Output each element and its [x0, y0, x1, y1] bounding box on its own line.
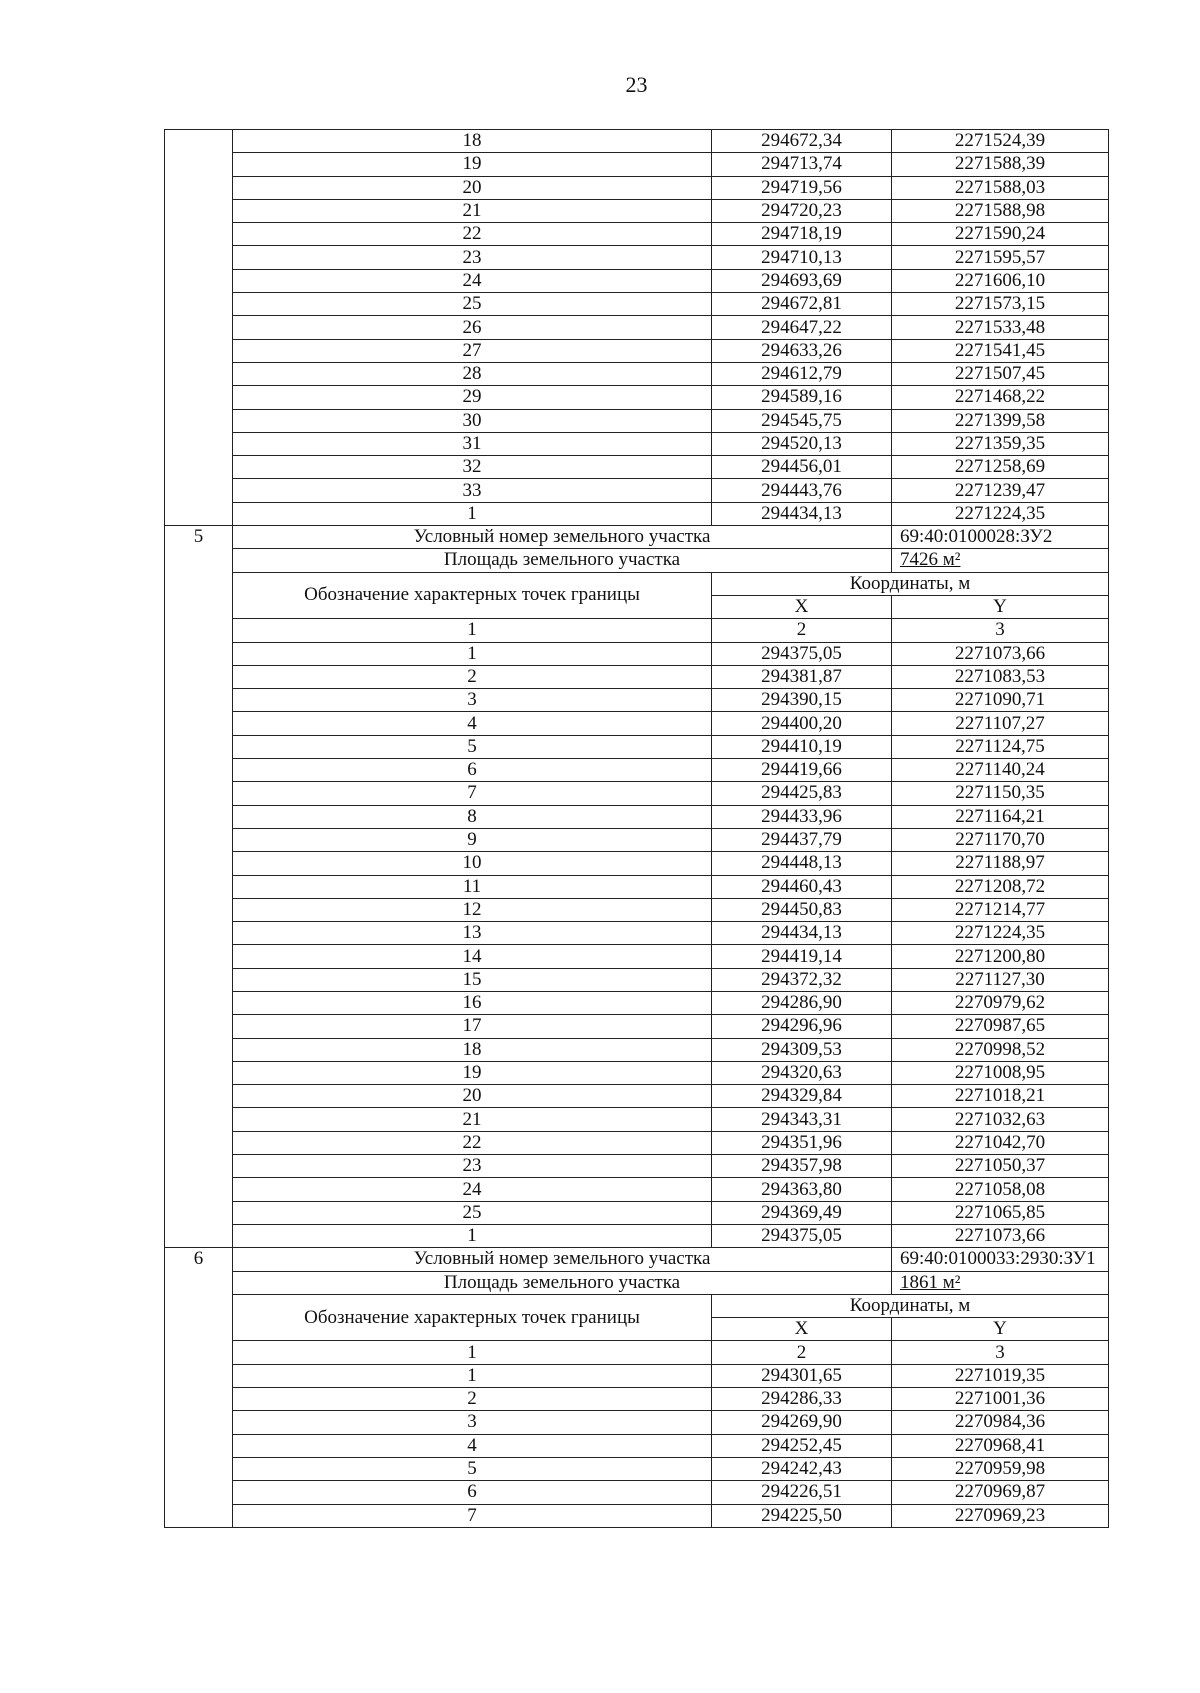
y-coordinate: 2271001,36: [892, 1388, 1109, 1411]
x-coordinate: 294390,15: [712, 689, 892, 712]
table-row: [165, 1411, 1109, 1434]
column-number-3: 3: [892, 1341, 1109, 1364]
table-row: [165, 1108, 1109, 1131]
point-number: 3: [233, 689, 712, 712]
point-number: 28: [233, 362, 712, 385]
x-coordinate: 294520,13: [712, 432, 892, 455]
table-row: [165, 991, 1109, 1014]
y-coordinate: 2271042,70: [892, 1131, 1109, 1154]
point-number: 3: [233, 1411, 712, 1434]
parcel-area-value: [892, 549, 1109, 572]
point-number: 12: [233, 898, 712, 921]
y-coordinate: 2271107,27: [892, 712, 1109, 735]
parcel-number-row: [165, 1248, 1109, 1271]
table-row: [165, 689, 1109, 712]
column-number-2: 2: [712, 1341, 892, 1364]
x-coordinate: 294372,32: [712, 968, 892, 991]
parcel-area-label: Площадь земельного участка: [233, 549, 892, 572]
parcel-area-value: [892, 1271, 1109, 1294]
point-number: 31: [233, 432, 712, 455]
column-number-1: 1: [233, 619, 712, 642]
y-coordinate: 2271073,66: [892, 642, 1109, 665]
table-row: [165, 1364, 1109, 1387]
table-row: [165, 875, 1109, 898]
x-coordinate: 294343,31: [712, 1108, 892, 1131]
point-number: 14: [233, 945, 712, 968]
point-number: 1: [233, 1364, 712, 1387]
y-coordinate: 2271008,95: [892, 1061, 1109, 1084]
y-coordinate: 2271590,24: [892, 223, 1109, 246]
x-coordinate: 294309,53: [712, 1038, 892, 1061]
y-coordinate: 2271200,80: [892, 945, 1109, 968]
y-coordinate: 2271127,30: [892, 968, 1109, 991]
x-coordinate: 294419,14: [712, 945, 892, 968]
x-coordinate: 294713,74: [712, 153, 892, 176]
point-number: 18: [233, 130, 712, 153]
parcel-number-label: Условный номер земельного участка: [233, 526, 892, 549]
x-coordinate: 294419,66: [712, 759, 892, 782]
point-number: 25: [233, 1201, 712, 1224]
x-coordinate: 294720,23: [712, 199, 892, 222]
point-number: 23: [233, 246, 712, 269]
y-coordinate: 2271058,08: [892, 1178, 1109, 1201]
point-number: 25: [233, 293, 712, 316]
parcel-number-row: [165, 526, 1109, 549]
x-coordinate: 294710,13: [712, 246, 892, 269]
y-coordinate: 2271170,70: [892, 828, 1109, 851]
table-row: [165, 293, 1109, 316]
parcel-number-value: 69:40:0100033:2930:ЗУ1: [892, 1248, 1109, 1271]
x-coordinate: 294693,69: [712, 269, 892, 292]
table-row: [165, 479, 1109, 502]
parcel-number-label: Условный номер земельного участка: [233, 1248, 892, 1271]
x-coordinate: 294269,90: [712, 1411, 892, 1434]
y-coordinate: 2271019,35: [892, 1364, 1109, 1387]
point-number: 20: [233, 176, 712, 199]
parcel-area-row: [165, 549, 1109, 572]
y-coordinate: 2271090,71: [892, 689, 1109, 712]
y-coordinate: 2271239,47: [892, 479, 1109, 502]
point-number: 32: [233, 456, 712, 479]
column-number-row: [165, 619, 1109, 642]
x-coordinate: 294672,81: [712, 293, 892, 316]
x-coordinate: 294296,96: [712, 1015, 892, 1038]
point-number: 19: [233, 1061, 712, 1084]
x-coordinate: 294434,13: [712, 922, 892, 945]
point-number: 17: [233, 1015, 712, 1038]
y-coordinate: 2271150,35: [892, 782, 1109, 805]
table-row: [165, 223, 1109, 246]
y-coordinate: 2270968,41: [892, 1434, 1109, 1457]
parcel-area-text: 7426 м²: [900, 549, 961, 571]
y-coordinate: 2271588,03: [892, 176, 1109, 199]
point-number: 9: [233, 828, 712, 851]
table-row: [165, 1224, 1109, 1247]
point-number: 15: [233, 968, 712, 991]
table-row: [165, 339, 1109, 362]
y-coordinate: 2271541,45: [892, 339, 1109, 362]
table-row: [165, 898, 1109, 921]
table-row: [165, 456, 1109, 479]
x-coordinate: 294363,80: [712, 1178, 892, 1201]
x-coordinate: 294448,13: [712, 852, 892, 875]
x-coordinate: 294612,79: [712, 362, 892, 385]
point-number: 2: [233, 1388, 712, 1411]
table-row: [165, 712, 1109, 735]
table-row: [165, 386, 1109, 409]
y-coordinate: 2271588,98: [892, 199, 1109, 222]
x-coordinate: 294357,98: [712, 1155, 892, 1178]
column-number-3: 3: [892, 619, 1109, 642]
y-coordinate: 2271188,97: [892, 852, 1109, 875]
point-number: 21: [233, 199, 712, 222]
point-number: 11: [233, 875, 712, 898]
x-coordinate: 294456,01: [712, 456, 892, 479]
x-coordinate: 294410,19: [712, 735, 892, 758]
y-coordinate: 2271399,58: [892, 409, 1109, 432]
point-number: 27: [233, 339, 712, 362]
x-coordinate: 294320,63: [712, 1061, 892, 1084]
point-number: 2: [233, 665, 712, 688]
y-coordinate: 2270987,65: [892, 1015, 1109, 1038]
table-row: [165, 1201, 1109, 1224]
y-coordinate: 2271124,75: [892, 735, 1109, 758]
table-row: [165, 805, 1109, 828]
table-row: [165, 968, 1109, 991]
section-number-cell: [165, 130, 233, 526]
x-header: X: [712, 1318, 892, 1341]
point-number: 26: [233, 316, 712, 339]
x-coordinate: 294647,22: [712, 316, 892, 339]
parcel-area-text: 1861 м²: [900, 1271, 961, 1293]
y-coordinate: 2271164,21: [892, 805, 1109, 828]
table-row: [165, 199, 1109, 222]
table-row: [165, 1481, 1109, 1504]
x-coordinate: 294226,51: [712, 1481, 892, 1504]
point-number: 10: [233, 852, 712, 875]
table-row: [165, 316, 1109, 339]
x-coordinate: 294351,96: [712, 1131, 892, 1154]
table-row: [165, 852, 1109, 875]
point-number: 19: [233, 153, 712, 176]
table-row: [165, 1085, 1109, 1108]
table-row: [165, 432, 1109, 455]
x-coordinate: 294633,26: [712, 339, 892, 362]
table-row: [165, 1015, 1109, 1038]
parcel-area-row: [165, 1271, 1109, 1294]
table-header-row: [165, 572, 1109, 595]
table-row: [165, 1178, 1109, 1201]
point-number: 18: [233, 1038, 712, 1061]
x-coordinate: 294718,19: [712, 223, 892, 246]
coordinates-header: Координаты, м: [712, 1294, 1109, 1317]
y-coordinate: 2271208,72: [892, 875, 1109, 898]
point-number: 29: [233, 386, 712, 409]
column-number-1: 1: [233, 1341, 712, 1364]
table-header-row: [165, 1294, 1109, 1317]
y-coordinate: 2271359,35: [892, 432, 1109, 455]
y-coordinate: 2271524,39: [892, 130, 1109, 153]
y-coordinate: 2271588,39: [892, 153, 1109, 176]
x-header: X: [712, 595, 892, 618]
x-coordinate: 294437,79: [712, 828, 892, 851]
y-coordinate: 2271018,21: [892, 1085, 1109, 1108]
y-coordinate: 2270959,98: [892, 1457, 1109, 1480]
y-coordinate: 2271507,45: [892, 362, 1109, 385]
x-coordinate: 294719,56: [712, 176, 892, 199]
y-coordinate: 2271140,24: [892, 759, 1109, 782]
table-row: [165, 153, 1109, 176]
y-coordinate: 2270969,87: [892, 1481, 1109, 1504]
y-coordinate: 2271258,69: [892, 456, 1109, 479]
point-number: 22: [233, 1131, 712, 1154]
table-row: [165, 246, 1109, 269]
x-coordinate: 294433,96: [712, 805, 892, 828]
y-coordinate: 2270969,23: [892, 1504, 1109, 1527]
x-coordinate: 294434,13: [712, 502, 892, 525]
y-coordinate: 2271606,10: [892, 269, 1109, 292]
x-coordinate: 294369,49: [712, 1201, 892, 1224]
x-coordinate: 294672,34: [712, 130, 892, 153]
point-number: 21: [233, 1108, 712, 1131]
x-coordinate: 294425,83: [712, 782, 892, 805]
point-number: 4: [233, 712, 712, 735]
y-coordinate: 2271595,57: [892, 246, 1109, 269]
table-row: [165, 362, 1109, 385]
table-row: [165, 1155, 1109, 1178]
x-coordinate: 294443,76: [712, 479, 892, 502]
table-row: [165, 1061, 1109, 1084]
coordinates-header: Координаты, м: [712, 572, 1109, 595]
x-coordinate: 294225,50: [712, 1504, 892, 1527]
table-row: [165, 945, 1109, 968]
table-row: [165, 1388, 1109, 1411]
y-coordinate: 2270984,36: [892, 1411, 1109, 1434]
point-number: 1: [233, 1224, 712, 1247]
point-number: 24: [233, 1178, 712, 1201]
point-number: 22: [233, 223, 712, 246]
point-number: 24: [233, 269, 712, 292]
y-coordinate: 2271073,66: [892, 1224, 1109, 1247]
point-number: 33: [233, 479, 712, 502]
table-row: [165, 1457, 1109, 1480]
point-number: 5: [233, 735, 712, 758]
x-coordinate: 294301,65: [712, 1364, 892, 1387]
point-number: 23: [233, 1155, 712, 1178]
point-number: 8: [233, 805, 712, 828]
table-row: [165, 409, 1109, 432]
x-coordinate: 294460,43: [712, 875, 892, 898]
y-header: Y: [892, 1318, 1109, 1341]
point-number: 1: [233, 502, 712, 525]
table-row: [165, 176, 1109, 199]
x-coordinate: 294450,83: [712, 898, 892, 921]
x-coordinate: 294589,16: [712, 386, 892, 409]
y-coordinate: 2271050,37: [892, 1155, 1109, 1178]
x-coordinate: 294286,33: [712, 1388, 892, 1411]
y-coordinate: 2270998,52: [892, 1038, 1109, 1061]
column-number-2: 2: [712, 619, 892, 642]
page-number: 23: [625, 72, 648, 97]
point-number: 7: [233, 782, 712, 805]
parcel-area-label: Площадь земельного участка: [233, 1271, 892, 1294]
coordinates-table: [164, 129, 1109, 1528]
x-coordinate: 294242,43: [712, 1457, 892, 1480]
x-coordinate: 294375,05: [712, 1224, 892, 1247]
y-coordinate: 2271224,35: [892, 922, 1109, 945]
table-row: [165, 642, 1109, 665]
x-coordinate: 294375,05: [712, 642, 892, 665]
table-row: [165, 1038, 1109, 1061]
table-row: [165, 1131, 1109, 1154]
y-coordinate: 2271573,15: [892, 293, 1109, 316]
section-number: 6: [165, 1248, 233, 1528]
point-number: 30: [233, 409, 712, 432]
x-coordinate: 294381,87: [712, 665, 892, 688]
table-row: [165, 502, 1109, 525]
table-row: [165, 1504, 1109, 1527]
point-number: 5: [233, 1457, 712, 1480]
y-coordinate: 2271214,77: [892, 898, 1109, 921]
point-number: 1: [233, 642, 712, 665]
x-coordinate: 294400,20: [712, 712, 892, 735]
section-number: 5: [165, 526, 233, 1248]
parcel-number-value: 69:40:0100028:ЗУ2: [892, 526, 1109, 549]
table-row: [165, 1434, 1109, 1457]
point-number: 13: [233, 922, 712, 945]
table-row: [165, 665, 1109, 688]
x-coordinate: 294252,45: [712, 1434, 892, 1457]
x-coordinate: 294545,75: [712, 409, 892, 432]
point-number: 16: [233, 991, 712, 1014]
point-number: 7: [233, 1504, 712, 1527]
y-coordinate: 2271224,35: [892, 502, 1109, 525]
y-coordinate: 2271468,22: [892, 386, 1109, 409]
point-number: 20: [233, 1085, 712, 1108]
table-row: [165, 735, 1109, 758]
table-row: [165, 130, 1109, 153]
table-row: [165, 759, 1109, 782]
point-number: 4: [233, 1434, 712, 1457]
points-header: Обозначение характерных точек границы: [233, 1294, 712, 1341]
y-header: Y: [892, 595, 1109, 618]
x-coordinate: 294286,90: [712, 991, 892, 1014]
column-number-row: [165, 1341, 1109, 1364]
point-number: 6: [233, 759, 712, 782]
x-coordinate: 294329,84: [712, 1085, 892, 1108]
point-number: 6: [233, 1481, 712, 1504]
table-row: [165, 269, 1109, 292]
y-coordinate: 2271032,63: [892, 1108, 1109, 1131]
y-coordinate: 2271065,85: [892, 1201, 1109, 1224]
y-coordinate: 2271533,48: [892, 316, 1109, 339]
table-row: [165, 782, 1109, 805]
table-row: [165, 828, 1109, 851]
y-coordinate: 2270979,62: [892, 991, 1109, 1014]
y-coordinate: 2271083,53: [892, 665, 1109, 688]
table-row: [165, 922, 1109, 945]
points-header: Обозначение характерных точек границы: [233, 572, 712, 619]
